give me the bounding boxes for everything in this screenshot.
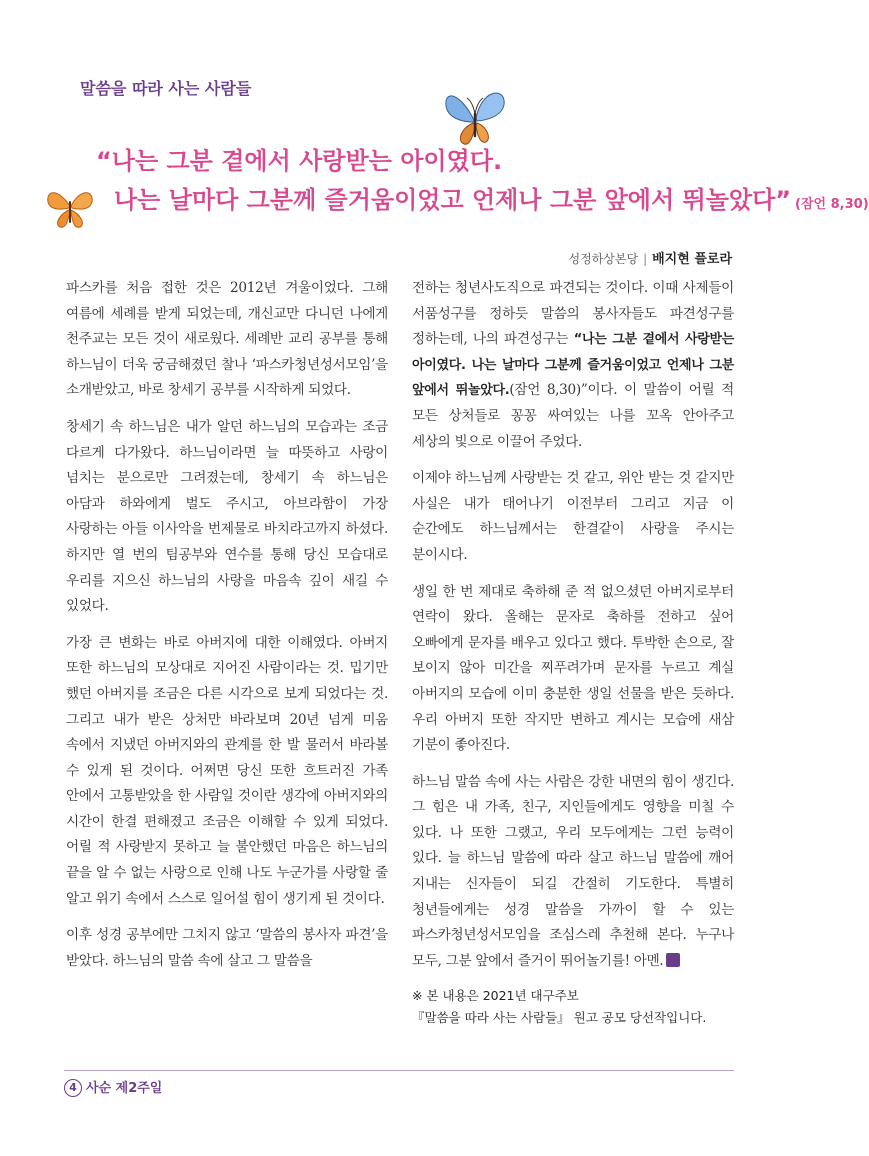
note-line: ※ 본 내용은 2021년 대구주보	[412, 988, 579, 1004]
headline-quote	[96, 142, 869, 225]
article-body	[66, 276, 734, 1056]
section-title: 말씀을 따라 사는 사람들	[80, 79, 252, 98]
paragraph: 이제야 하느님께 사랑받는 것 같고, 위안 받는 것 같지만 사실은 내가 태어나기 이전부터 그리고 지금 이 순간에도 하느님께서는 한결같이 사랑을 주시는 분이시다.	[412, 470, 734, 563]
paragraph: 파스카를 처음 접한 것은 2012년 겨울이었다. 그해 여름에 세례를 받게 되었는데, 개신교만 다니던 나에게 천주교는 모든 것이 새로웠다. 세례반 교리 공부를 통해 하느님이 더욱 궁금해졌던 찰나 ‘파스카청년성서모임’을 소개받았고, 바로 창세기 공부를 시작하게 되었다.	[66, 280, 388, 399]
butterfly-blue-icon	[440, 86, 510, 148]
paragraph-text: 하느님 말씀 속에 사는 사람은 강한 내면의 힘이 생긴다. 그 힘은 내 가족, 친구, 지인들에게도 영향을 미칠 수 있다. 나 또한 그랬고, 우리 모두에게는 그런 능력이 있다. 늘 하느님 말씀에 따라 살고 하느님 말씀에 깨어 지내는 신자들이 되길 간절히 기도한다. 특별히 청년들에게는 성경 말씀을 가까이 할 수 있는 파스카청년성서모임을 조심스레 추천해 본다. 누구나 모두, 그분 앞에서 즐거이 뛰어놀기를! 아멘.	[412, 773, 734, 969]
paragraph: 가장 큰 변화는 바로 아버지에 대한 이해였다. 아버지 또한 하느님의 모상대로 지어진 사람이라는 것. 밉기만 했던 아버지를 조금은 다른 시각으로 보게 되었다는 것. 그리고 내가 받은 상처만 바라보며 20년 넘게 미움 속에서 지냈던 아버지와의 관계를 한 발 물러서 바라볼 수 있게 된 것이다. 어쩌면 당신 또한 흐트러진 가족 안에서 고통받았을 한 사람일 것이란 생각에 아버지와의 시간이 한결 편해졌고 조금은 이해할 수 있게 되었다. 어릴 적 사랑받지 못하고 늘 불안했던 마음은 하느님의 끝을 알 수 없는 사랑으로 인해 나도 누군가를 사랑할 줄 알고 위기 속에서 스스로 일어설 힘이 생기게 된 것이다.	[66, 634, 388, 907]
butterfly-orange-icon	[44, 186, 96, 230]
contest-note	[412, 985, 734, 1029]
byline-author: 배지현 플로라	[652, 252, 732, 267]
paragraph: 이후 성경 공부에만 그치지 않고 ‘말씀의 봉사자 파견’을 받았다. 하느님의 말씀 속에 살고 그 말씀을	[66, 927, 388, 969]
headline-line-2-text: 나는 날마다 그분께 즐거움이었고 언제나 그분 앞에서 뛰놀았다”	[114, 186, 792, 214]
note-line: 『말씀을 따라 사는 사람들』 원고 공모 당선작입니다.	[412, 1010, 707, 1026]
byline-parish: 성정하상본당	[568, 252, 639, 266]
headline-line-1: “나는 그분 곁에서 사랑받는 아이였다.	[96, 147, 503, 175]
mission-verse: “나는 그분 곁에서 사랑받는 아이였다. 나는 날마다 그분께 즐거움이었고 언제나 그분 앞에서 뛰놀았다.	[412, 332, 734, 399]
right-column	[412, 276, 734, 1029]
headline-line-2	[96, 180, 869, 225]
headline-reference: (잠언 8,30)	[795, 197, 869, 212]
paragraph: 창세기 속 하느님은 내가 알던 하느님의 모습과는 조금 다르게 다가왔다. 하느님이라면 늘 따뜻하고 사랑이 넘치는 분으로만 그려졌는데, 창세기 속 하느님은 아담과 하와에게 벌도 주시고, 아브라함이 가장 사랑하는 아들 이사악을 번제물로 바치라고까지 하셨다. 하지만 열 번의 팀공부와 연수를 통해 당신 모습대로 우리를 지으신 하느님의 사랑을 마음속 깊이 새길 수 있었다.	[66, 418, 388, 615]
end-mark-icon	[666, 953, 680, 967]
byline-separator: |	[643, 252, 648, 266]
left-column	[66, 276, 388, 985]
paragraph-text: (잠언 8,30)”이다. 이 말씀이 어릴 적 모든 상처들로 꽁꽁 싸여있는 나를 꼬옥 안아주고 세상의 빛으로 이끌어 주었다.	[412, 382, 735, 450]
page-footer	[64, 1077, 162, 1097]
byline	[569, 248, 732, 267]
footer-divider	[64, 1070, 734, 1071]
paragraph	[412, 770, 734, 975]
paragraph	[412, 276, 734, 455]
paragraph: 생일 한 번 제대로 축하해 준 적 없으셨던 아버지로부터 연락이 왔다. 올해는 문자로 축하를 전하고 싶어 오빠에게 문자를 배우고 있다고 했다. 투박한 손으로, 잘 보이지 않아 미간을 찌푸려가며 문자를 누르고 계실 아버지의 모습에 이미 충분한 생일 선물을 받은 듯하다. 우리 아버지 또한 작지만 변하고 계시는 모습에 새삼 기분이 좋아진다.	[412, 583, 734, 754]
paragraph-text: 전하는 청년사도직으로 파견되는 것이다. 이때 사제들이 서품성구를 정하듯 말씀의 봉사자들도 파견성구를 정하는데, 나의 파견성구는	[412, 280, 734, 348]
footer-label: 사순 제2주일	[86, 1081, 163, 1096]
page-number: 4	[64, 1079, 82, 1097]
